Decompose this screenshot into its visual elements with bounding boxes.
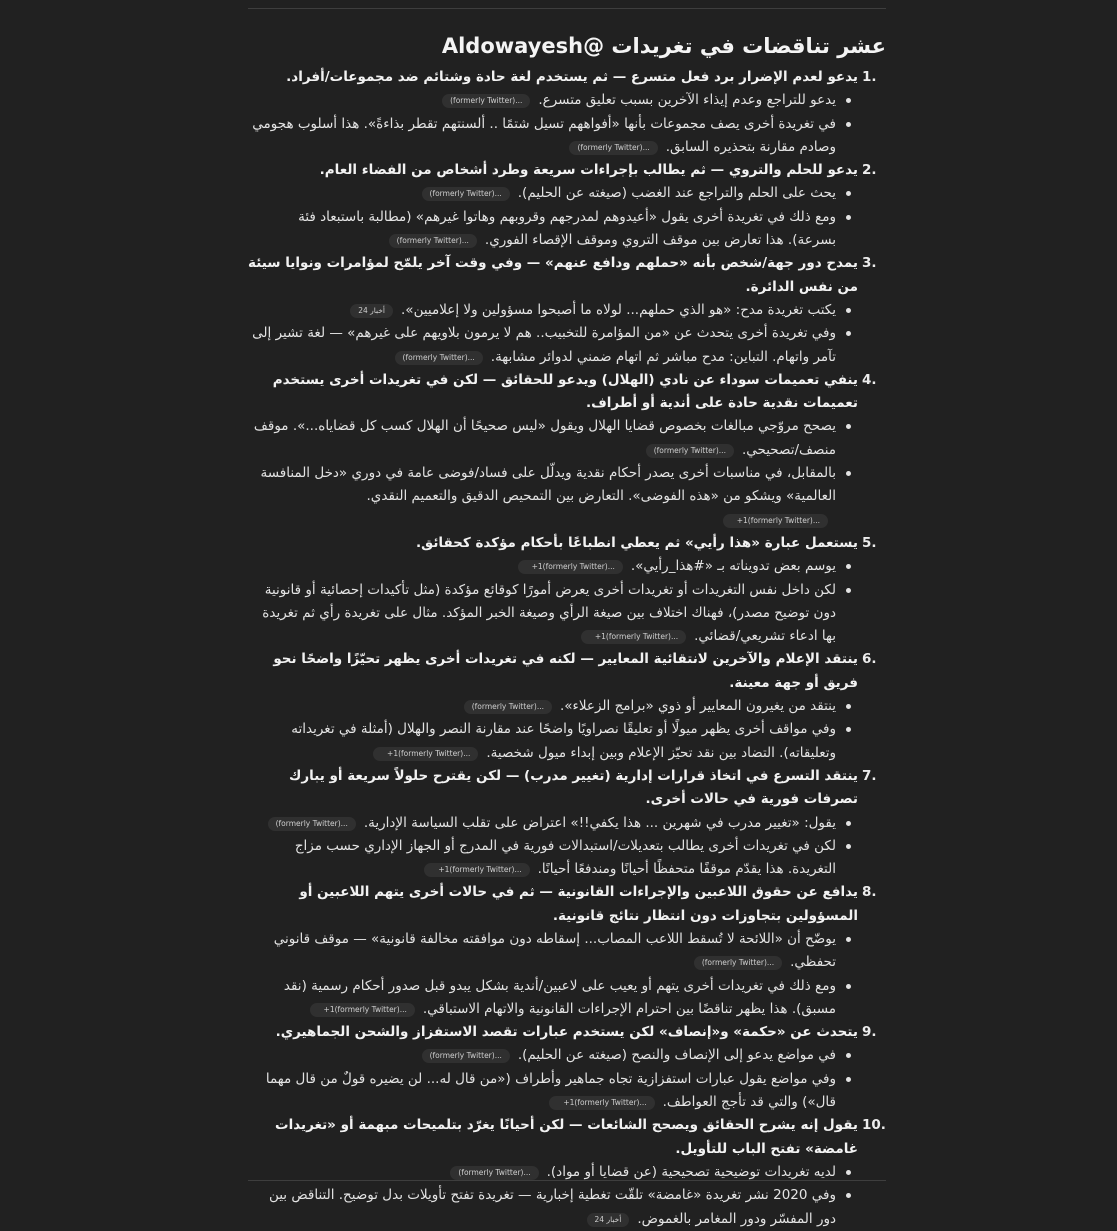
source-label: (formerly Twitter)... xyxy=(577,142,650,152)
bullet-item xyxy=(248,206,836,253)
source-chip[interactable] xyxy=(569,141,657,155)
bullet-text: لكن في تغريدات أخرى يطالب بتعديلات/استبدالات فورية في المدرج أو الجهاز الإداري حسب مزاج التغريدة. هذا يقدّم موقفًا متحفظًا أحيانًا ومندفعًا أحيانًا. xyxy=(294,837,836,878)
item-number: 4. xyxy=(862,371,877,388)
bullet-item xyxy=(248,812,836,835)
source-label: أخبار 24 xyxy=(358,305,386,315)
bullet-item xyxy=(248,415,836,462)
source-label: (formerly Twitter)... xyxy=(402,352,475,362)
bullet-text: في مواضع يدعو إلى الإنصاف والنصح (صيغته عن الحليم). xyxy=(517,1047,836,1064)
source-label: (formerly Twitter)... xyxy=(449,865,522,875)
item-heading: ينتقد التسرع في اتخاذ قرارات إدارية (تغيير مدرب) — لكن يقترح حلولاً سريعة أو يبارك تصرفات فورية في حالات أخرى. xyxy=(289,767,858,808)
item-heading: يتحدث عن «حكمة» و«إنصاف» لكن يستخدم عبارات تقصد الاستفزاز والشحن الجماهيري. xyxy=(275,1024,858,1041)
source-chip[interactable] xyxy=(268,817,356,831)
source-chip[interactable] xyxy=(518,560,623,574)
list-item xyxy=(248,881,877,1021)
bullet-list xyxy=(248,812,858,882)
source-chip[interactable] xyxy=(646,444,734,458)
source-count: +1 xyxy=(563,1098,575,1108)
source-label: (formerly Twitter)... xyxy=(396,236,469,246)
bullet-text: ومع ذلك في تغريدات أخرى يتهم أو يعيب على لاعبين/أندية بشكل يبدو قبل صدور أحكام رسمية (نقد مسبق). هذا يظهر تناقضًا بين احترام الإجراءات القانونية والاتهام الاستباقي. xyxy=(283,977,836,1017)
bullet-item xyxy=(248,182,836,205)
list-item xyxy=(248,369,877,532)
bullet-text: ومع ذلك في تغريدة أخرى يقول «أعيدوهم لمدرجهم وقروبهم وهاتوا غيرهم» (مطالبة باستبعاد فئة بسرعة). هذا تعارض بين موقف التروي وموقف الإقصاء الفوري. xyxy=(298,208,836,249)
source-chip[interactable] xyxy=(310,1003,415,1017)
bullet-text: يحث على الحلم والتراجع عند الغضب (صيغته عن الحليم). xyxy=(517,185,836,202)
bullet-item xyxy=(248,322,836,369)
bullet-text: ينتقد من يغيرون المعايير أو ذوي «برامج الزعلاء». xyxy=(559,698,836,715)
bullet-item xyxy=(248,975,836,1022)
source-chip[interactable] xyxy=(723,514,828,528)
bullet-text: يدعو للتراجع وعدم إيذاء الآخرين بسبب تعليق متسرع. xyxy=(538,92,836,109)
item-number: 5. xyxy=(862,534,877,551)
source-chip[interactable] xyxy=(450,1166,538,1180)
source-chip[interactable] xyxy=(587,1213,630,1227)
source-chip[interactable] xyxy=(350,304,393,318)
bullet-list xyxy=(248,89,858,159)
bullet-item xyxy=(248,113,836,160)
bullet-item xyxy=(248,928,836,975)
bullet-text: وفي تغريدة أخرى يتحدث عن «من المؤامرة للتخبيب.. هم لا يرمون بلاويهم على غيرهم» — لغة تشير إلى تآمر واتهام. التباين: مدح مباشر ثم اتهام ضمني لدوائر مشابهة. xyxy=(252,325,836,365)
item-number: 1. xyxy=(862,69,877,85)
item-heading: ينتقد الإعلام والآخرين لانتقائية المعايير — لكنه في تغريدات أخرى يظهر تحيّزًا واضحًا نحو فريق أو جهة معينة. xyxy=(273,651,858,691)
list-item xyxy=(248,765,877,881)
source-label: أخبار 24 xyxy=(594,1214,622,1224)
list-item xyxy=(248,648,877,764)
source-count: +1 xyxy=(387,748,399,758)
source-label: (formerly Twitter)... xyxy=(275,818,348,828)
source-count: +1 xyxy=(438,865,450,875)
item-number: 7. xyxy=(862,767,877,784)
divider-top xyxy=(248,8,886,9)
bullet-text: بالمقابل، في مناسبات أخرى يصدر أحكام نقدية ويدلّل على فساد/فوضى عامة في دوري «دخل المنافسة العالمية» ويشكو من «هذه الفوضى». التعارض بين التمحيص الدقيق والتعميم النقدي. xyxy=(260,465,836,505)
item-number: 9. xyxy=(862,1024,877,1041)
item-number: 2. xyxy=(862,162,877,179)
bullet-list xyxy=(248,182,858,252)
bullet-text: لديه تغريدات توضيحية تصحيحية (عن قضايا أو مواد). xyxy=(546,1163,836,1180)
source-label: (formerly Twitter)... xyxy=(542,562,615,572)
source-chip[interactable] xyxy=(389,234,477,248)
source-label: (formerly Twitter)... xyxy=(605,632,679,642)
chat-message xyxy=(248,0,886,1227)
source-chip[interactable] xyxy=(422,1049,510,1063)
bullet-list xyxy=(248,1044,858,1114)
source-label: (formerly Twitter)... xyxy=(450,96,523,106)
item-heading: ينفي تعميمات سوداء عن نادي (الهلال) ويدعو للحقائق — لكن في تغريدات أخرى يستخدم تعميمات نقدية حادة على أندية أو أطراف. xyxy=(272,371,858,412)
source-label: (formerly Twitter)... xyxy=(334,1004,407,1014)
source-label: (formerly Twitter)... xyxy=(398,748,471,758)
bullet-text: وفي 2020 نشر تغريدة «غامضة» تلقّت تغطية إخبارية — تغريدة تفتح تأويلات بدل توضيح. التناقض بين دور المفسّر ودور المغامر بالغموض. xyxy=(268,1187,836,1227)
divider-bottom xyxy=(248,1180,886,1181)
bullet-text: لكن داخل نفس التغريدات أو تغريدات أخرى يعرض أمورًا كوقائع مؤكدة (مثل تأكيدات إحصائية أو قانونية دون توضيح مصدر)، فهناك اختلاف بين صيغة الرأي وصيغة الخبر المؤكد. مثال على تغريدة رأي ثم تغريدة بها ادعاء تشريعي/قضائي. xyxy=(262,581,836,645)
item-number: 3. xyxy=(862,255,877,272)
bullet-item xyxy=(248,695,836,718)
bullet-item xyxy=(248,1044,836,1067)
source-chip[interactable] xyxy=(442,94,530,108)
bullet-list xyxy=(248,695,858,765)
source-label: (formerly Twitter)... xyxy=(471,702,544,712)
source-chip[interactable] xyxy=(373,747,478,761)
bullet-list xyxy=(248,299,858,369)
source-chip[interactable] xyxy=(395,351,483,365)
source-count: +1 xyxy=(323,1004,335,1014)
source-label: (formerly Twitter)... xyxy=(653,445,726,455)
bullet-text: يكتب تغريدة مدح: «هو الذي حملهم... لولاه ما أصبحوا مسؤولين ولا إعلاميين». xyxy=(401,301,836,318)
source-label: (formerly Twitter)... xyxy=(701,958,775,968)
list-item xyxy=(248,66,877,159)
contradictions-list xyxy=(248,66,886,1231)
bullet-item xyxy=(248,835,836,882)
bullet-text: يوضّح أن «اللائحة لا تُسقط اللاعب المصاب... إسقاطه دون موافقته مخالفة قانونية» — موقف قانوني تحفظي. xyxy=(273,930,836,971)
bullet-list xyxy=(248,555,858,648)
source-chip[interactable] xyxy=(581,630,686,644)
source-chip[interactable] xyxy=(549,1096,654,1110)
item-number: 8. xyxy=(862,884,877,901)
item-heading: يدعو للحلم والتروي — ثم يطالب بإجراءات سريعة وطرد أشخاص من الفضاء العام. xyxy=(319,162,858,179)
item-heading: يدافع عن حقوق اللاعبين والإجراءات القانونية — ثم في حالات أخرى يتهم اللاعبين أو المسؤولين بتجاوزات دون انتظار نتائج قانونية. xyxy=(299,884,858,924)
list-item xyxy=(248,159,877,252)
item-heading: يمدح دور جهة/شخص بأنه «حملهم ودافع عنهم» — وفي وقت آخر يلمّح لمؤامرات ونوايا سيئة من نفس الدائرة. xyxy=(248,255,858,295)
bullet-item xyxy=(248,579,836,649)
source-chip[interactable] xyxy=(422,187,510,201)
bullet-list xyxy=(248,1161,858,1231)
list-item xyxy=(248,1021,877,1114)
bullet-list xyxy=(248,928,858,1021)
bullet-list xyxy=(248,415,858,531)
item-heading: يستعمل عبارة «هذا رأيي» ثم يعطي انطباعًا بأحكام مؤكدة كحقائق. xyxy=(416,534,858,551)
bullet-item xyxy=(248,299,836,322)
bullet-item xyxy=(248,1068,836,1115)
page-title: عشر تناقضات في تغريدات @Aldowayesh xyxy=(441,34,886,58)
source-chip[interactable] xyxy=(424,863,529,877)
bullet-item xyxy=(248,1184,836,1231)
bullet-text: وفي مواضع يقول عبارات استفزازية تجاه جماهير وأطراف («من قال له... لن يضيره قولٌ من قال مهما قال») والتي قد تأجج العواطف. xyxy=(265,1070,836,1111)
source-count: +1 xyxy=(736,515,748,525)
item-heading: يقول إنه يشرح الحقائق ويصحح الشائعات — لكن أحيانًا يغرّد بتلميحات مبهمة أو «تغريدات غامضة» تفتح الباب للتأويل. xyxy=(275,1117,858,1157)
list-item xyxy=(248,532,877,648)
bullet-item xyxy=(248,89,836,112)
bullet-text: يوسم بعض تدويناته بـ «#هذا_رأيي». xyxy=(630,558,836,575)
source-count: +1 xyxy=(594,632,606,642)
source-chip[interactable] xyxy=(694,956,782,970)
source-count: +1 xyxy=(531,562,543,572)
item-heading: يدعو لعدم الإضرار برد فعل متسرع — ثم يستخدم لغة حادة وشتائم ضد مجموعات/أفراد. xyxy=(286,69,858,85)
source-chip[interactable] xyxy=(464,700,552,714)
bullet-text: يصحح مروّجي مبالغات بخصوص قضايا الهلال ويقول «ليس صحيحًا أن الهلال كسب كل قضاياه...». موقف منصف/تصحيحي. xyxy=(253,418,836,458)
bullet-item xyxy=(248,718,836,765)
list-item xyxy=(248,252,877,368)
source-label: (formerly Twitter)... xyxy=(429,1051,502,1061)
bullet-item xyxy=(248,555,836,578)
item-number: 6. xyxy=(862,651,877,668)
item-number: 10. xyxy=(862,1117,886,1134)
source-label: (formerly Twitter)... xyxy=(458,1167,531,1177)
bullet-text: في تغريدة أخرى يصف مجموعات بأنها «أفواههم تسيل شتمًا .. ألسنتهم تقطر بذاءةً». هذا أسلوب هجومي وصادم مقارنة بتحذيره السابق. xyxy=(252,115,836,155)
source-label: (formerly Twitter)... xyxy=(747,515,820,525)
source-label: (formerly Twitter)... xyxy=(429,189,502,199)
list-item xyxy=(248,1114,886,1230)
bullet-item xyxy=(248,462,836,532)
bullet-text: يقول: «تغيير مدرب في شهرين ... هذا يكفي!!» اعتراض على تقلب السياسة الإدارية. xyxy=(363,814,836,831)
bullet-text: وفي مواقف أخرى يظهر ميولًا أو تعليقًا نصراويًا واضحًا عند مقارنة النصر والهلال (أمثلة في تغريداته وتعليقاته). التضاد بين نقد تحيّز الإعلام وبين إبداء ميول شخصية. xyxy=(291,721,836,761)
source-label: (formerly Twitter)... xyxy=(574,1098,647,1108)
